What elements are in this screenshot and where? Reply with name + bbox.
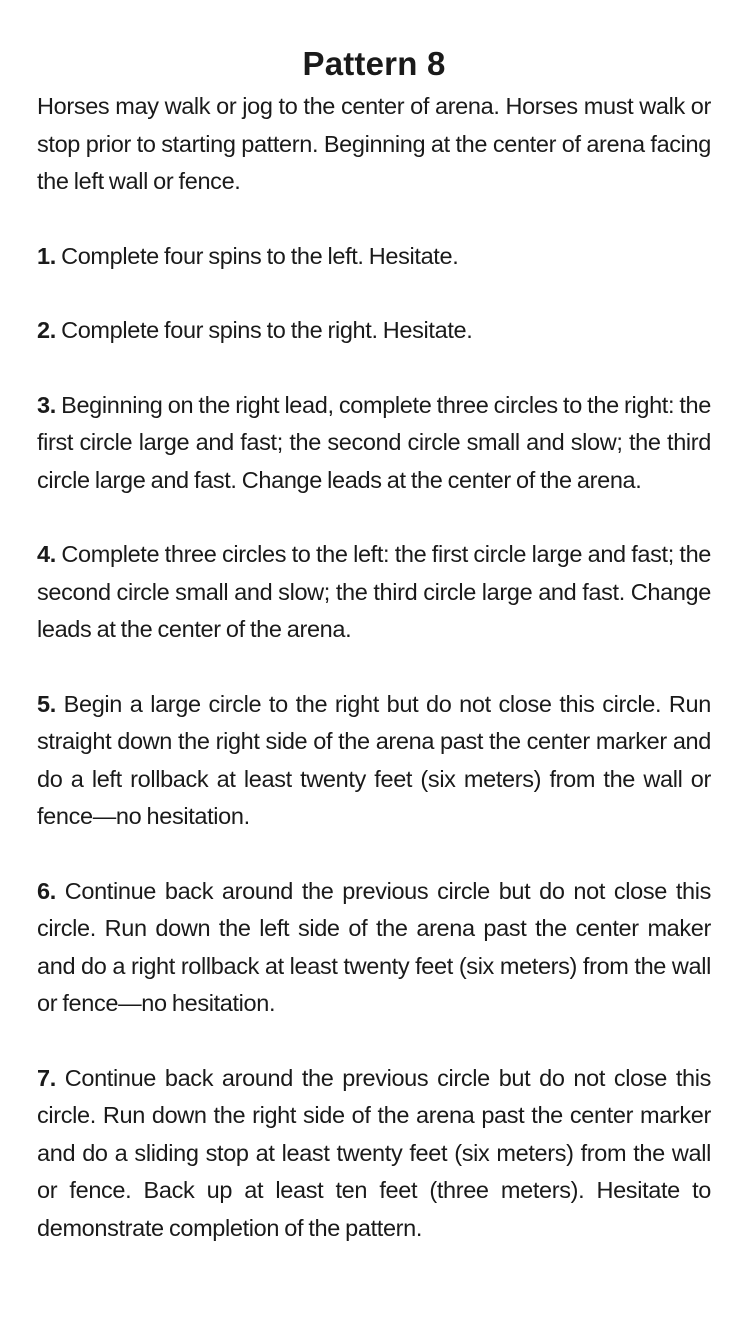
page-title: Pattern 8	[302, 45, 446, 82]
intro-paragraph: Horses may walk or jog to the center of arena. Horses must walk or stop prior to starting pattern. Beginning at the center of arena facing the left wall or fence.	[37, 93, 711, 194]
step-6	[37, 873, 711, 1023]
step-3	[37, 387, 711, 500]
step-number: 3.	[37, 391, 56, 418]
step-text: Beginning on the right lead, complete three circles to the right: the first circle large and fast; the second circle small and slow; the third circle large and fast. Change leads at the center of the arena.	[37, 391, 711, 493]
step-number: 6.	[37, 877, 56, 904]
step-7	[37, 1060, 711, 1248]
step-text: Continue back around the previous circle but do not close this circle. Run down the right side of the arena past the center marker and do a sliding stop at least twenty feet (six meters) from the wall or fence. Back up at least ten feet (three meters). Hesitate to demonstrate completion of the pattern.	[37, 1064, 711, 1241]
step-1	[37, 238, 711, 276]
step-text: Begin a large circle to the right but do not close this circle. Run straight down the right side of the arena past the center marker and do a left rollback at least twenty feet (six meters) from the wall or fence—no hesitation.	[37, 690, 711, 829]
step-text: Continue back around the previous circle but do not close this circle. Run down the left side of the arena past the center maker and do a right rollback at least twenty feet (six meters) from the wall or fence—no hesitation.	[37, 877, 711, 1016]
step-text: Complete four spins to the left. Hesitate.	[61, 242, 459, 269]
step-4	[37, 536, 711, 649]
step-number: 4.	[37, 541, 56, 567]
step-number: 2.	[37, 317, 56, 343]
step-number: 5.	[37, 690, 56, 717]
step-5	[37, 686, 711, 836]
step-text: Complete three circles to the left: the first circle large and fast; the second circle small and slow; the third circle large and fast. Change leads at the center of the arena.	[37, 541, 712, 642]
step-number: 7.	[37, 1064, 56, 1091]
step-text: Complete four spins to the right. Hesitate.	[61, 317, 473, 343]
step-number: 1.	[37, 242, 56, 269]
step-2	[37, 312, 711, 350]
